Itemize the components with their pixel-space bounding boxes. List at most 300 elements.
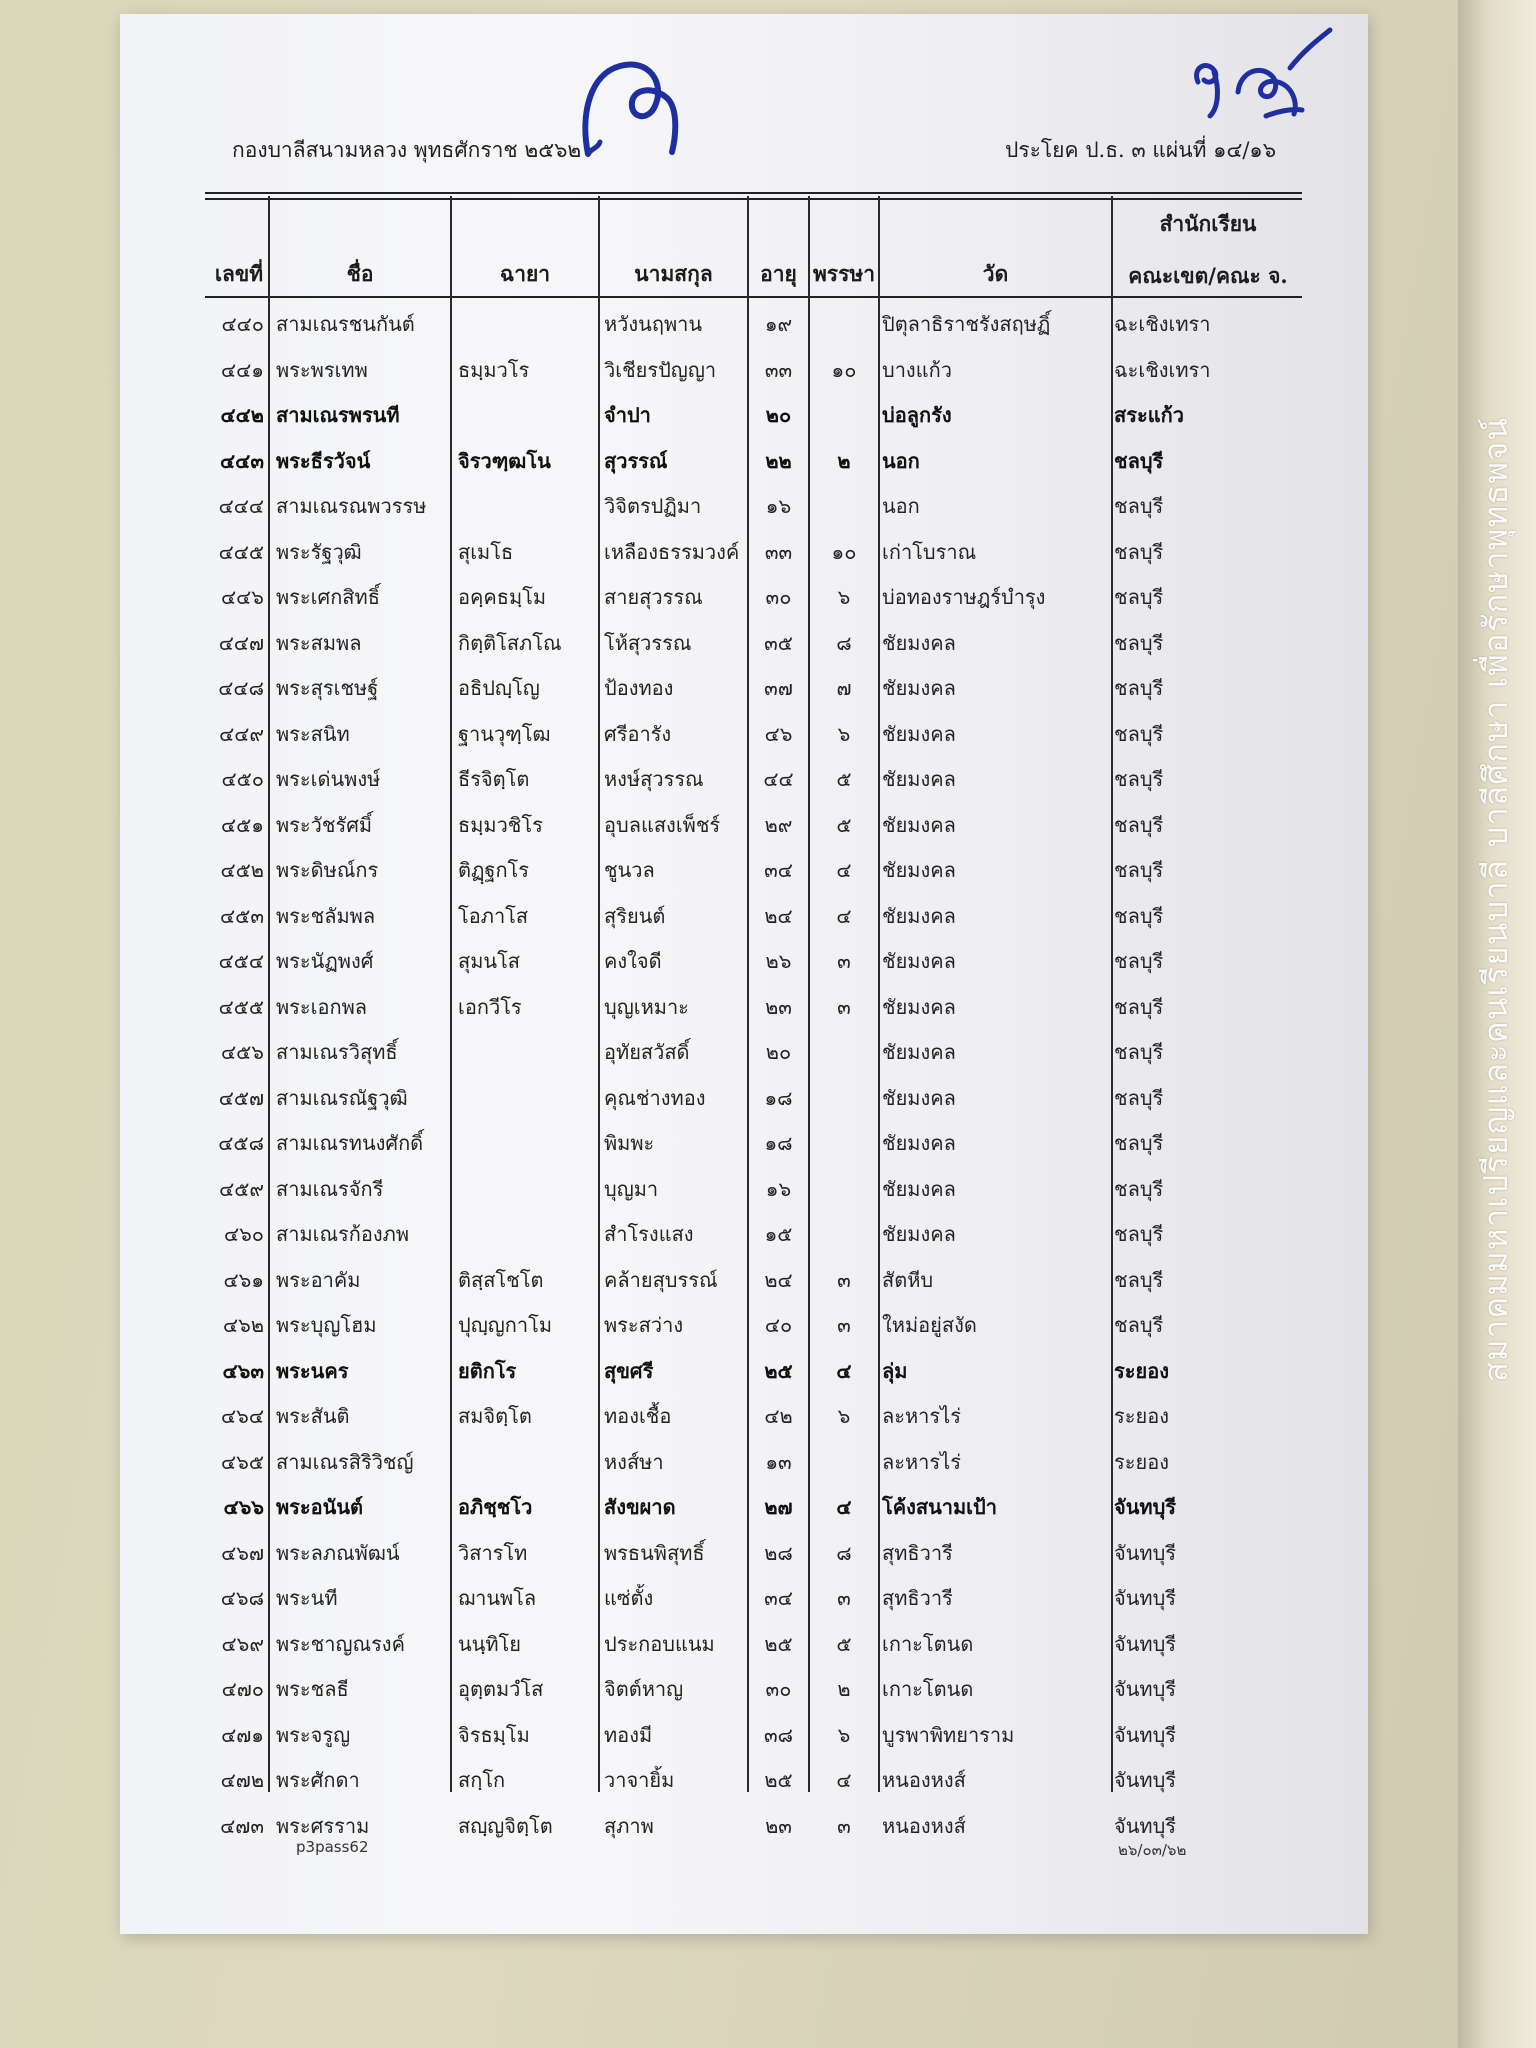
cell-name: พระดิษณ์กร (276, 858, 379, 882)
cell-school: จันทบุรี (1114, 1722, 1177, 1747)
cell-surname: ชูนวล (604, 858, 655, 882)
cell-name: พระศักดา (276, 1768, 360, 1792)
cell-age: ๑๘ (764, 1085, 793, 1110)
cell-school: จันทบุรี (1114, 1586, 1177, 1610)
table-header-rule (205, 296, 1302, 298)
table-row (0, 1711, 1536, 1755)
cell-pansa: ๕ (836, 812, 852, 837)
cell-surname: เหลืองธรรมวงค์ (604, 539, 740, 564)
cell-pansa: ๘ (836, 630, 852, 655)
col-header-wat: วัด (982, 261, 1009, 286)
header-title: กองบาลีสนามหลวง พุทธศักราช ๒๕๖๒ (232, 138, 582, 162)
cell-chaya: สุเมโธ (458, 539, 514, 564)
cell-no: ๔๗๓ (220, 1813, 264, 1838)
cell-no: ๔๔๘ (218, 676, 264, 700)
cell-name: พระสมพล (276, 630, 362, 655)
cell-age: ๓๔ (764, 858, 793, 882)
cell-age: ๒๗ (764, 1495, 793, 1519)
table-row (0, 1483, 1536, 1527)
cell-chaya: อุตฺตมวํโส (458, 1677, 544, 1701)
cell-age: ๒๐ (765, 1040, 792, 1064)
cell-school: จันทบุรี (1114, 1540, 1177, 1565)
cell-no: ๔๗๑ (221, 1722, 264, 1747)
cell-school: ชลบุรี (1114, 1313, 1164, 1337)
cell-age: ๔๒ (764, 1404, 793, 1428)
cell-no: ๔๔๗ (218, 630, 264, 655)
cell-no: ๔๕๑ (221, 812, 264, 837)
cell-no: ๔๔๙ (219, 721, 264, 746)
cell-surname: คงใจดี (604, 949, 662, 973)
cell-name: พระลภณพัฒน์ (276, 1540, 400, 1565)
cell-school: ชลบุรี (1114, 903, 1164, 928)
cell-age: ๓๐ (765, 1677, 792, 1701)
cell-surname: ศรีอารัง (604, 721, 672, 746)
cell-pansa: ๓ (837, 1813, 851, 1838)
cell-pansa: ๓ (837, 1267, 851, 1292)
cell-school: ชลบุรี (1114, 448, 1164, 473)
cell-school: ชลบุรี (1114, 539, 1164, 564)
cell-chaya: สมจิตฺโต (458, 1404, 532, 1428)
cell-surname: หงษ์สุวรรณ (604, 767, 704, 791)
cell-age: ๑๖ (765, 494, 792, 518)
cell-no: ๔๕๗ (218, 1085, 264, 1110)
cell-chaya: สกฺโก (458, 1768, 506, 1792)
cell-surname: พรธนพิสุทธิ์ (604, 1540, 705, 1565)
cell-no: ๔๔๐ (221, 312, 264, 336)
cell-surname: วิเชียรปัญญา (604, 357, 717, 382)
cell-surname: ประกอบแนม (604, 1631, 715, 1656)
cell-surname: ทองมี (604, 1722, 653, 1747)
cell-pansa: ๑๐ (831, 357, 857, 382)
cell-age: ๓๘ (763, 1722, 794, 1747)
cell-surname: จำปา (604, 403, 651, 427)
cell-pansa: ๒ (837, 1677, 851, 1701)
cell-surname: หงส์ษา (604, 1449, 664, 1474)
table-top-rule-2 (205, 198, 1302, 200)
cell-surname: หวังนฤพาน (604, 312, 703, 336)
cell-chaya: จิรวฑฺฒโน (458, 448, 551, 473)
cell-school: จันทบุรี (1114, 1495, 1177, 1519)
table-row (0, 937, 1536, 981)
cell-name: พระวัชรัศมิ์ (276, 812, 373, 837)
table-row (0, 710, 1536, 754)
cell-surname: บุญมา (604, 1176, 659, 1201)
cell-surname: จิตต์หาญ (604, 1677, 684, 1701)
cell-chaya: กิตฺติโสภโณ (458, 630, 562, 655)
cell-school: ระยอง (1114, 1404, 1169, 1428)
cell-name: พระชลธี (276, 1677, 349, 1701)
cell-no: ๔๔๔ (218, 494, 264, 518)
cell-no: ๔๕๒ (220, 858, 264, 882)
table-row (0, 1802, 1536, 1846)
watermark-text: สมาคมมหาเปรียญและคนเรียนบาลี บาลีศึกษา เพื่อรักษาพุทธพจน์ (1475, 417, 1515, 1383)
cell-no: ๔๖๐ (223, 1222, 264, 1246)
table-row (0, 1529, 1536, 1573)
col-header-age: อายุ (760, 261, 797, 286)
cell-chaya: เอกวีโร (458, 994, 522, 1019)
handwritten-page-number (1180, 20, 1340, 130)
cell-pansa: ๓ (837, 1313, 851, 1337)
cell-wat: ชัยมงคล (882, 1085, 956, 1110)
col-header-school-line1: สำนักเรียน (1159, 211, 1257, 236)
cell-surname: สายสุวรรณ (604, 585, 703, 609)
cell-school: สระแก้ว (1114, 403, 1184, 427)
cell-pansa: ๔ (836, 1768, 852, 1792)
cell-name: สามเณรสิริวิชญ์ (276, 1449, 414, 1474)
cell-chaya: ปุญฺญกาโม (458, 1313, 553, 1337)
cell-pansa: ๔ (836, 1495, 852, 1519)
cell-pansa: ๖ (837, 585, 851, 609)
cell-surname: พระสว่าง (604, 1313, 684, 1337)
cell-age: ๓๔ (764, 1586, 793, 1610)
cell-surname: สุริยนต์ (604, 903, 666, 928)
cell-name: สามเณรชนกันต์ (276, 312, 415, 336)
cell-wat: ละหารไร่ (882, 1449, 961, 1474)
cell-no: ๔๔๕ (218, 539, 264, 564)
cell-age: ๓๓ (764, 539, 793, 564)
cell-age: ๑๙ (764, 312, 793, 336)
cell-wat: ชัยมงคล (882, 1131, 956, 1155)
cell-wat: เกาะโตนด (882, 1677, 974, 1701)
cell-name: พระรัฐวุฒิ (276, 539, 362, 564)
table-row (0, 1392, 1536, 1436)
cell-age: ๒๕ (764, 1358, 793, 1383)
cell-pansa: ๓ (837, 994, 851, 1019)
cell-no: ๔๖๘ (220, 1586, 264, 1610)
cell-pansa: ๘ (836, 1540, 852, 1565)
table-row (0, 1438, 1536, 1482)
cell-no: ๔๕๔ (218, 949, 264, 973)
cell-wat: หนองหงส์ (882, 1813, 966, 1838)
cell-surname: โห้สุวรรณ (604, 630, 692, 655)
cell-surname: คล้ายสุบรรณ์ (604, 1267, 718, 1292)
table-row (0, 664, 1536, 708)
cell-surname: สุภาพ (604, 1813, 654, 1838)
cell-no: ๔๕๘ (218, 1131, 264, 1155)
cell-school: ชลบุรี (1114, 1131, 1164, 1155)
cell-age: ๔๖ (764, 721, 793, 746)
cell-no: ๔๗๒ (220, 1768, 264, 1792)
cell-school: จันทบุรี (1114, 1768, 1177, 1792)
table-row (0, 619, 1536, 663)
table-row (0, 1028, 1536, 1072)
table-row (0, 1756, 1536, 1800)
cell-pansa: ๗ (836, 676, 852, 700)
cell-surname: อุทัยสวัสดิ์ (604, 1040, 690, 1064)
cell-surname: สำโรงแสง (604, 1222, 694, 1246)
cell-age: ๓๓ (764, 357, 793, 382)
cell-wat: ชัยมงคล (882, 1040, 956, 1064)
cell-wat: นอก (882, 494, 920, 518)
cell-no: ๔๔๓ (220, 448, 264, 473)
cell-age: ๒๐ (765, 403, 792, 427)
cell-age: ๒๖ (765, 949, 792, 973)
table-row (0, 1620, 1536, 1664)
cell-wat: ชัยมงคล (882, 1176, 956, 1201)
col-header-surname: นามสกุล (634, 261, 713, 286)
cell-wat: ชัยมงคล (882, 858, 956, 882)
cell-no: ๔๕๓ (220, 903, 264, 928)
table-row (0, 1256, 1536, 1300)
cell-no: ๔๔๖ (221, 585, 264, 609)
cell-name: สามเณรพรนที (276, 403, 400, 427)
cell-wat: สุทธิวารี (882, 1586, 953, 1610)
cell-school: ชลบุรี (1114, 676, 1164, 700)
cell-name: สามเณรจักรี (276, 1176, 384, 1201)
cell-surname: ทองเชื้อ (604, 1404, 672, 1428)
cell-pansa: ๔ (836, 1358, 852, 1383)
cell-wat: ชัยมงคล (882, 721, 956, 746)
cell-wat: บางแก้ว (882, 357, 952, 382)
cell-name: พระศรราม (276, 1813, 370, 1838)
cell-chaya: ยติกโร (458, 1358, 517, 1383)
cell-wat: ลุ่ม (882, 1358, 908, 1383)
cell-age: ๒๓ (765, 1813, 792, 1838)
cell-age: ๒๔ (764, 903, 793, 928)
cell-no: ๔๔๒ (220, 403, 264, 427)
cell-school: ชลบุรี (1114, 1222, 1164, 1246)
cell-name: พระบุญโฮม (276, 1313, 377, 1337)
cell-school: ฉะเชิงเทรา (1114, 357, 1211, 382)
table-row (0, 391, 1536, 435)
cell-age: ๔๐ (764, 1313, 793, 1337)
cell-pansa: ๓ (837, 1586, 851, 1610)
cell-no: ๔๕๙ (219, 1176, 264, 1201)
cell-surname: แซ่ตั้ง (604, 1586, 654, 1610)
cell-wat: ชัยมงคล (882, 949, 956, 973)
table-row (0, 755, 1536, 799)
cell-age: ๑๖ (765, 1176, 792, 1201)
cell-chaya: อคฺคธมฺโม (458, 585, 547, 609)
col-header-pansa: พรรษา (812, 261, 876, 286)
cell-age: ๒๘ (764, 1540, 793, 1565)
footer-code: p3pass62 (296, 1838, 369, 1856)
col-header-chaya: ฉายา (499, 261, 551, 286)
table-row (0, 1119, 1536, 1163)
handwritten-sheet-number (560, 44, 730, 164)
cell-name: สามเณรก้องภพ (276, 1222, 410, 1246)
cell-chaya: ธีรจิตฺโต (458, 767, 530, 791)
cell-school: จันทบุรี (1114, 1631, 1177, 1656)
cell-chaya: ธมฺมวชิโร (458, 812, 543, 837)
cell-surname: วิจิตรปฏิมา (604, 494, 702, 518)
cell-wat: บ่อลูกรัง (882, 403, 952, 427)
cell-chaya: นนฺทิโย (458, 1631, 521, 1656)
cell-chaya: สญฺญจิตฺโต (458, 1813, 553, 1838)
cell-name: สามเณรณัฐวุฒิ (276, 1085, 408, 1110)
cell-school: จันทบุรี (1114, 1813, 1177, 1838)
cell-name: พระนัฏพงศ์ (276, 949, 374, 973)
cell-chaya: ติสฺสโชโต (458, 1267, 544, 1292)
table-row (0, 1665, 1536, 1709)
cell-no: ๔๖๔ (221, 1404, 264, 1428)
cell-school: จันทบุรี (1114, 1677, 1177, 1701)
table-row (0, 1347, 1536, 1391)
cell-pansa: ๔ (836, 858, 852, 882)
cell-school: ชลบุรี (1114, 767, 1164, 791)
cell-age: ๔๔ (763, 767, 794, 791)
cell-name: สามเณรทนงศักดิ์ (276, 1131, 424, 1155)
cell-chaya: วิสารโท (458, 1540, 528, 1565)
cell-name: พระสันติ (276, 1404, 350, 1428)
cell-wat: ชัยมงคล (882, 767, 956, 791)
cell-chaya: โอภาโส (458, 903, 529, 928)
table-row (0, 1074, 1536, 1118)
col-header-name: ชื่อ (346, 261, 374, 286)
cell-wat: ชัยมงคล (882, 994, 956, 1019)
cell-name: พระเด่นพงษ์ (276, 767, 381, 791)
cell-name: พระเศกสิทธิ์ (276, 585, 380, 609)
cell-pansa: ๖ (837, 721, 851, 746)
cell-name: พระสุรเชษฐ์ (276, 676, 379, 700)
cell-surname: บุญเหมาะ (604, 994, 689, 1019)
cell-age: ๒๕ (764, 1631, 793, 1656)
table-row (0, 300, 1536, 344)
table-row (0, 801, 1536, 845)
cell-surname: สุวรรณ์ (604, 448, 668, 473)
cell-school: ชลบุรี (1114, 585, 1164, 609)
cell-no: ๔๕๖ (221, 1040, 264, 1064)
cell-wat: ชัยมงคล (882, 630, 956, 655)
cell-wat: ชัยมงคล (882, 1222, 956, 1246)
cell-age: ๓๐ (765, 585, 792, 609)
cell-wat: สุทธิวารี (882, 1540, 953, 1565)
cell-chaya: อภิชฺชโว (458, 1495, 533, 1519)
cell-age: ๒๔ (764, 1267, 793, 1292)
cell-name: พระชลัมพล (276, 903, 376, 928)
cell-name: พระจรูญ (276, 1722, 351, 1747)
cell-school: ชลบุรี (1114, 994, 1164, 1019)
cell-wat: นอก (882, 448, 920, 473)
cell-age: ๑๘ (764, 1131, 793, 1155)
cell-wat: เก่าโบราณ (882, 539, 977, 564)
cell-wat: บูรพาพิทยาราม (882, 1722, 1015, 1747)
cell-chaya: ฐานวุฑฺโฒ (458, 721, 551, 746)
cell-name: สามเณรณพวรรษ (276, 494, 427, 518)
cell-no: ๔๖๖ (223, 1495, 264, 1519)
cell-chaya: ฌานพโล (458, 1586, 537, 1610)
cell-name: พระนที (276, 1586, 338, 1610)
cell-chaya: ติฏฺฐกโร (458, 858, 530, 882)
cell-school: ฉะเชิงเทรา (1114, 312, 1211, 336)
cell-age: ๒๓ (765, 994, 792, 1019)
cell-surname: ป้องทอง (604, 676, 674, 700)
table-row (0, 1574, 1536, 1618)
cell-wat: ชัยมงคล (882, 676, 956, 700)
cell-wat: ชัยมงคล (882, 903, 956, 928)
col-header-school-line2: คณะเขต/คณะ จ. (1128, 263, 1288, 288)
cell-pansa: ๖ (837, 1404, 851, 1428)
table-row (0, 983, 1536, 1027)
cell-pansa: ๕ (836, 767, 852, 791)
cell-age: ๒๕ (764, 1768, 793, 1792)
cell-wat: โค้งสนามเป้า (882, 1495, 997, 1519)
table-row (0, 846, 1536, 890)
cell-pansa: ๔ (836, 903, 852, 928)
cell-name: พระชาญณรงค์ (276, 1631, 405, 1656)
cell-pansa: ๕ (836, 1631, 852, 1656)
col-header-no: เลขที่ (214, 261, 264, 286)
cell-school: ชลบุรี (1114, 1267, 1164, 1292)
cell-school: ชลบุรี (1114, 1040, 1164, 1064)
cell-age: ๑๕ (764, 1222, 793, 1246)
cell-name: พระอาคัม (276, 1267, 361, 1292)
cell-no: ๔๖๑ (223, 1267, 264, 1292)
cell-surname: อุบลแสงเพ็ชร์ (604, 812, 721, 837)
table-top-rule (205, 192, 1302, 194)
cell-chaya: สุมนโส (458, 949, 521, 973)
cell-school: ชลบุรี (1114, 721, 1164, 746)
cell-name: พระนคร (276, 1358, 349, 1383)
cell-school: ชลบุรี (1114, 1085, 1164, 1110)
cell-chaya: จิรธมฺโม (458, 1722, 530, 1747)
cell-school: ระยอง (1114, 1449, 1169, 1474)
cell-no: ๔๗๐ (221, 1677, 264, 1701)
cell-age: ๓๕ (764, 630, 793, 655)
cell-pansa: ๑๐ (831, 539, 857, 564)
cell-surname: สังขผาด (604, 1495, 676, 1519)
cell-surname: คุณช่างทอง (604, 1085, 706, 1110)
cell-no: ๔๖๕ (221, 1449, 264, 1474)
header-sheet-info: ประโยค ป.ธ. ๓ แผ่นที่ ๑๔/๑๖ (1005, 138, 1277, 162)
cell-school: ชลบุรี (1114, 858, 1164, 882)
table-row (0, 482, 1536, 526)
cell-no: ๔๔๑ (221, 357, 264, 382)
cell-surname: สุขศรี (604, 1358, 654, 1383)
cell-wat: ใหม่อยู่สงัด (882, 1313, 977, 1337)
cell-wat: ชัยมงคล (882, 812, 956, 837)
cell-school: ชลบุรี (1114, 494, 1164, 518)
table-row (0, 573, 1536, 617)
cell-wat: เกาะโตนด (882, 1631, 974, 1656)
cell-no: ๔๖๓ (222, 1358, 264, 1383)
cell-school: ชลบุรี (1114, 949, 1164, 973)
cell-name: พระสนิท (276, 721, 350, 746)
cell-name: พระพรเทพ (276, 357, 368, 382)
table-row (0, 437, 1536, 481)
table-row (0, 1165, 1536, 1209)
cell-age: ๒๙ (764, 812, 793, 837)
cell-pansa: ๒ (837, 448, 851, 473)
cell-no: ๔๖๒ (222, 1313, 264, 1337)
cell-age: ๑๓ (765, 1449, 792, 1474)
cell-surname: วาจายิ้ม (604, 1768, 675, 1792)
cell-name: พระเอกพล (276, 994, 368, 1019)
cell-wat: บ่อทองราษฎร์บำรุง (882, 585, 1046, 609)
cell-wat: ละหารไร่ (882, 1404, 961, 1428)
cell-no: ๔๖๗ (221, 1540, 264, 1565)
cell-name: พระอนันต์ (276, 1495, 364, 1519)
cell-chaya: อธิปญฺโญ (458, 676, 540, 700)
cell-no: ๔๕๕ (218, 994, 264, 1019)
cell-surname: พิมพะ (604, 1131, 655, 1155)
cell-pansa: ๖ (837, 1722, 851, 1747)
cell-no: ๔๕๐ (221, 767, 264, 791)
cell-wat: สัตหีบ (882, 1267, 934, 1292)
cell-name: สามเณรวิสุทธิ์ (276, 1040, 398, 1064)
cell-wat: ปิตุลาธิราชรังสฤษฏิ์ (882, 312, 1051, 336)
table-row (0, 892, 1536, 936)
table-row (0, 528, 1536, 572)
cell-school: ชลบุรี (1114, 812, 1164, 837)
cell-name: พระธีรวัจน์ (276, 448, 371, 473)
cell-school: ชลบุรี (1114, 630, 1164, 655)
cell-age: ๓๗ (764, 676, 793, 700)
cell-school: ระยอง (1114, 1358, 1169, 1383)
cell-pansa: ๓ (837, 949, 851, 973)
cell-school: ชลบุรี (1114, 1176, 1164, 1201)
table-row (0, 1301, 1536, 1345)
